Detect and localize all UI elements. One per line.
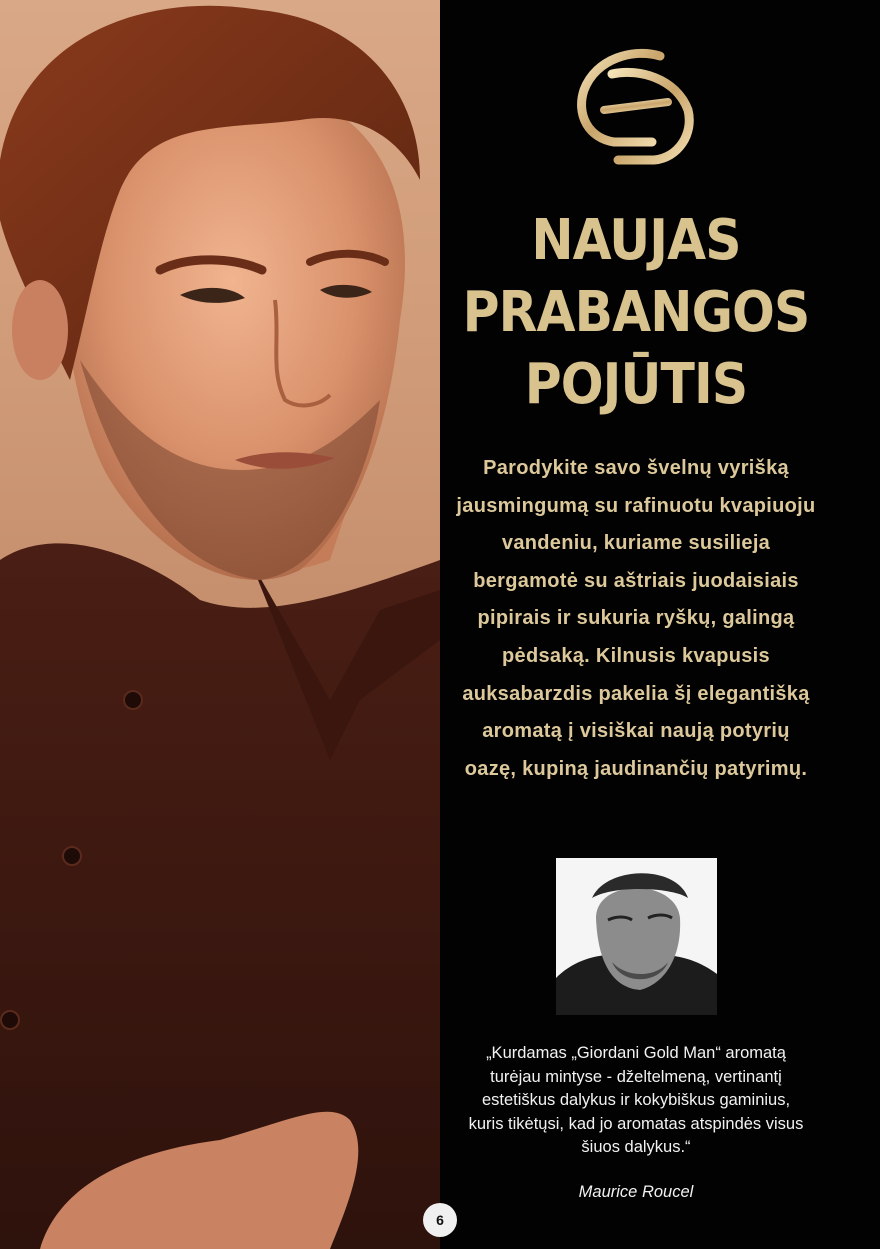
text-panel — [440, 0, 880, 1249]
headline-line-1: NAUJAS — [531, 208, 741, 273]
perfumer-quote: „Kurdamas „Giordani Gold Man“ aromatą turėjau mintyse - dželtelmeną, vertinantį estetiškus dalykus ir kokybiškus gaminius, kuris tikėtųsi, kad jo aromatas atspindės visus šiuos dalykus.“ — [468, 1044, 804, 1157]
headline-line-3: POJŪTIS — [524, 352, 748, 417]
page-number-badge: 6 — [423, 1203, 457, 1237]
headline — [460, 205, 813, 421]
headline-line-2: PRABANGOS — [462, 280, 810, 345]
perfumer-portrait — [556, 858, 717, 1015]
product-description: Parodykite savo švelnų vyrišką jausmingumą su rafinuotu kvapiuoju vandeniu, kuriame susilieja bergamotė su aštriais juodaisiais pipirais ir sukuria ryškų, galingą pėdsaką. Kilnusis kvapusis auksabarzdis pakelia šį elegantišką aromatą į visiškai naują potyrių oazę, kupiną jaudinančių patyrimų. — [456, 457, 816, 780]
perfumer-photo — [556, 858, 717, 1015]
quote-author: Maurice Roucel — [578, 1183, 694, 1201]
giordani-gold-logo-icon — [574, 46, 698, 170]
